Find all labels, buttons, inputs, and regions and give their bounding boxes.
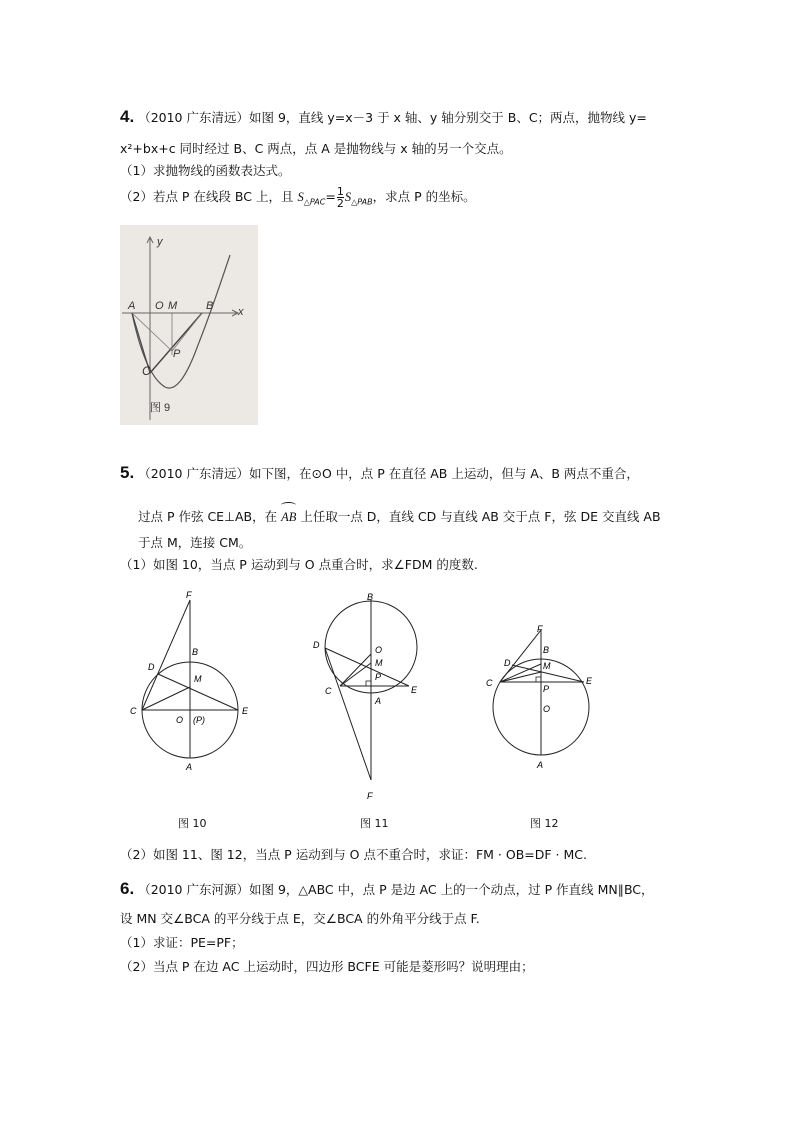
q4-part-2-lead: （2）若点 P 在线段 BC 上，且	[120, 189, 298, 204]
q4-frac-num: 1	[336, 185, 344, 198]
fig11-label-a: A	[375, 696, 382, 706]
q4-area-sub-2: △PAB	[351, 197, 373, 207]
fig12-label-a: A	[537, 760, 544, 770]
fig10-label-d: D	[148, 662, 155, 672]
q4-number: 4	[120, 107, 130, 126]
fig12-label-p: P	[543, 684, 550, 694]
fig10-label-e: E	[242, 706, 249, 716]
fig9-label-o: O	[155, 300, 164, 312]
q4-equals: =	[325, 189, 336, 204]
figure-9-photo	[120, 225, 258, 425]
q4-area-symbol-1: S	[297, 190, 304, 204]
q4-line-1: 4. （2010 广东清远）如图 9，直线 y=x－3 于 x 轴、y 轴分别交于 B、C；两点，抛物线 y=	[120, 107, 647, 126]
fig9-label-b: B	[206, 300, 214, 312]
fig12-label-o: O	[543, 704, 551, 714]
q5-text-2a: 过点 P 作弦 CE⊥AB，在	[138, 509, 282, 524]
q6-line-2: 设 MN 交∠BCA 的平分线于点 E，交∠BCA 的外角平分线于点 F.	[120, 911, 480, 926]
q5-number: 5	[120, 463, 130, 482]
fig11-label-m: M	[375, 658, 383, 668]
q6-number: 6	[120, 879, 130, 898]
fig9-label-a: A	[128, 300, 136, 312]
q6-part-1: （1）求证：PE=PF；	[120, 935, 244, 950]
fig12-label-d: D	[504, 658, 511, 668]
fig11-label-b: B	[367, 592, 374, 602]
fig11-label-e: E	[411, 685, 418, 695]
figure-10	[120, 590, 270, 780]
fig12-caption: 图 12	[530, 817, 559, 830]
q5-line-3: 于点 M，连接 CM。	[138, 535, 252, 550]
fig10-caption: 图 10	[178, 817, 207, 830]
q4-area-sub-1: △PAC	[303, 197, 326, 207]
fig9-label-p: P	[173, 348, 181, 360]
fig11-label-c: C	[325, 686, 332, 696]
figure-12	[480, 620, 610, 780]
q4-frac-den: 2	[336, 197, 344, 210]
fig9-label-m: M	[168, 300, 178, 312]
fig11-label-f: F	[367, 791, 373, 801]
q6-text-1: （2010 广东河源）如图 9，△ABC 中，点 P 是边 AC 上的一个动点，过 P 作直线 MN∥BC，	[138, 882, 654, 897]
q6-part-2: （2）当点 P 在边 AC 上运动时，四边形 BCFE 可能是菱形吗？说明理由；	[120, 959, 534, 974]
fig10-label-p: (P)	[193, 715, 205, 725]
fig9-caption: 图 9	[150, 402, 171, 414]
fig10-label-b: B	[192, 647, 199, 657]
q4-part-1: （1）求抛物线的函数表达式。	[120, 163, 291, 178]
fig12-label-b: B	[543, 645, 550, 655]
fig10-label-a: A	[186, 762, 193, 772]
fig10-label-c: C	[130, 706, 137, 716]
q4-part-2	[120, 186, 476, 212]
q4-part-2-tail: ，求点 P 的坐标。	[372, 189, 476, 204]
fig12-label-e: E	[586, 676, 593, 686]
q6-line-1: 6. （2010 广东河源）如图 9，△ABC 中，点 P 是边 AC 上的一个动点，过 P 作直线 MN∥BC，	[120, 879, 654, 898]
q5-line-2	[138, 508, 661, 526]
fig11-label-o: O	[375, 645, 383, 655]
fig9-label-y: y	[157, 236, 163, 248]
fig11-label-p: P	[375, 672, 382, 682]
q4-line-2: x²+bx+c 同时经过 B、C 两点，点 A 是抛物线与 x 轴的另一个交点。	[120, 141, 512, 156]
fig9-label-x: x	[238, 306, 244, 318]
fig11-caption: 图 11	[360, 817, 389, 830]
fig12-label-f: F	[537, 624, 543, 634]
q5-part-2: （2）如图 11、图 12，当点 P 运动到与 O 点不重合时，求证：FM · OB=DF · MC.	[120, 847, 587, 862]
q5-arc-ab: AB	[281, 510, 297, 524]
figure-9-graph	[120, 225, 258, 425]
q4-fraction	[337, 186, 344, 209]
q5-text-1: （2010 广东清远）如下图，在⊙O 中，点 P 在直径 AB 上运动，但与 A、B 两点不重合，	[138, 466, 639, 481]
q4-area-symbol-2: S	[344, 190, 352, 204]
fig10-label-f: F	[186, 590, 192, 600]
fig12-label-c: C	[486, 678, 493, 688]
q5-part-1: （1）如图 10，当点 P 运动到与 O 点重合时，求∠FDM 的度数.	[120, 557, 478, 572]
q5-text-2b: 上任取一点 D，直线 CD 与直线 AB 交于点 F，弦 DE 交直线 AB	[296, 509, 661, 524]
q5-line-1: 5. （2010 广东清远）如下图，在⊙O 中，点 P 在直径 AB 上运动，但与 A、B 两点不重合，	[120, 463, 639, 482]
fig9-label-c: C	[142, 364, 151, 378]
fig10-label-o: O	[176, 715, 184, 725]
q4-text-1: （2010 广东清远）如图 9，直线 y=x－3 于 x 轴、y 轴分别交于 B、C；两点，抛物线 y=	[138, 110, 647, 125]
fig10-label-m: M	[194, 674, 202, 684]
figure-11	[305, 590, 435, 805]
fig12-label-m: M	[543, 661, 551, 671]
fig11-label-d: D	[313, 640, 320, 650]
